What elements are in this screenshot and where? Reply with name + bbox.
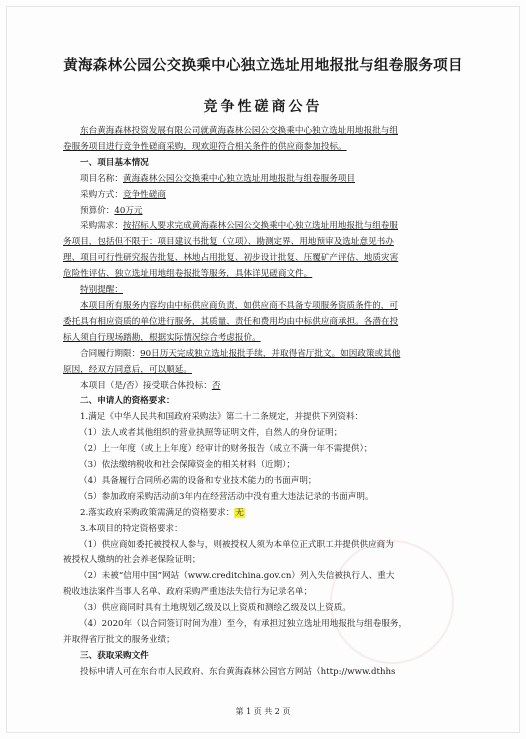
requirement-item: 税收违法案件当事人名单、政府采购严重违法失信行为记录名单； [63, 587, 313, 598]
requirement-item: （4）2020年（以合同签订时间为准）至今，有承担过独立选址用地报批与组卷服务， [79, 619, 408, 630]
need-line: 务项目，包括但不限于：项目建议书批复（立项）、勘测定界、用地预审及选址意见书办 [63, 237, 394, 248]
requirement-item: （2）上一年度（或上上年度）经审计的财务报告（成立不满一年不需提供）； [79, 444, 373, 455]
need-line: 危险性评估、独立选址用地组卷报批等服务，具体详见磋商文件。 [63, 269, 313, 280]
section-heading-documents: 三、获取采购文件 [80, 650, 149, 661]
document-acquisition-line: 投标申请人可在东台市人民政府、东台黄海森林公园官方网站（http://www.dthhs [80, 666, 396, 677]
project-name-row: 项目名称：黄海森林公园公交换乘中心独立选址用地报批与组卷服务项目 [80, 173, 356, 184]
budget-row: 预算价：40万元 [80, 205, 143, 216]
requirement-item: （1）供应商如委托被授权人参与，则被授权人须为本单位正式职工并提供供应商为 [79, 539, 394, 550]
document-body [63, 124, 481, 681]
need-line: 理、项目可行性研究报告批复、林地占用批复、初步设计批复、压覆矿产评估、地质灾害 [63, 253, 399, 264]
requirement-item: （5）参加政府采购活动前3年内在经营活动中没有重大违法记录的书面声明。 [79, 491, 374, 502]
requirement-item: （3）供应商同时具有土地规划乙级及以上资质和测绘乙级及以上资质。 [79, 603, 351, 614]
requirement-item: 并取得省厅批文的服务业绩； [63, 635, 175, 645]
policy-requirement-row: 2.落实政府采购政策需满足的资格要求：无 [80, 507, 244, 518]
need-line: 采购需求：按招标人要求完成黄海森林公园公交换乘中心独立选址用地报批与组卷服 [80, 221, 398, 232]
section-heading-project: 一、项目基本情况 [80, 157, 149, 168]
requirement-item: 3.本项目的特定资格要求： [80, 523, 183, 534]
special-tip-heading: 特别提醒： [80, 285, 123, 296]
period-line: 合同履行期限：90日历天完成独立选址报批手续，并取得省厅批文。如因政策或其他 [80, 348, 401, 359]
requirement-item: 被授权人缴纳的社会养老保险证明； [63, 555, 201, 566]
requirement-item: （4）具备履行合同所必需的设备和专业技术能力的书面声明； [79, 475, 317, 486]
intro-line: 卷服务项目进行竞争性磋商采购，现欢迎符合相关条件的供应商参加投标。 [63, 141, 347, 152]
requirement-item: （1）法人或者其他组织的营业执照等证明文件，自然人的身份证明； [79, 428, 343, 439]
requirement-item: （2）未被“信用中国”网站（www.creditchina.gov.cn）列入失信被执行人、重大 [79, 571, 395, 582]
page-footer: 第 1 页 共 2 页 [235, 707, 291, 716]
document-title: 黄海森林公园公交换乘中心独立选址用地报批与组卷服务项目 [63, 57, 463, 74]
highlighted-value: 无 [235, 507, 244, 518]
tip-line: 标人须自行现场踏勘，根据实际情况综合考虑报价。 [63, 332, 261, 343]
tip-line: 委托具有相应资质的单位进行服务，其质量、责任和费用均由中标供应商承担。各潜在投 [63, 316, 399, 327]
requirement-item: 1.满足《中华人民共和国政府采购法》第二十二条规定，并提供下列资料： [80, 412, 364, 423]
tip-line: 本项目所有服务内容均由中标供应商负责，如供应商不具备专项服务资质条件的，可 [80, 300, 398, 311]
requirement-item: （3）依法缴纳税收和社会保障资金的相关材料（近期）； [79, 460, 296, 471]
section-heading-qualifications: 二、申请人的资格要求： [80, 396, 175, 407]
document-subtitle: 竞争性磋商公告 [203, 99, 323, 115]
period-line: 原因，经双方同意后，可以顺延。 [63, 364, 192, 375]
intro-line: 东台黄海森林投资发展有限公司就黄海森林公园公交换乘中心独立选址用地报批与组 [80, 126, 398, 136]
method-row: 采购方式：竞争性磋商 [80, 189, 166, 200]
consortium-row: 本项目（是/否）接受联合体投标：否 [80, 380, 221, 391]
